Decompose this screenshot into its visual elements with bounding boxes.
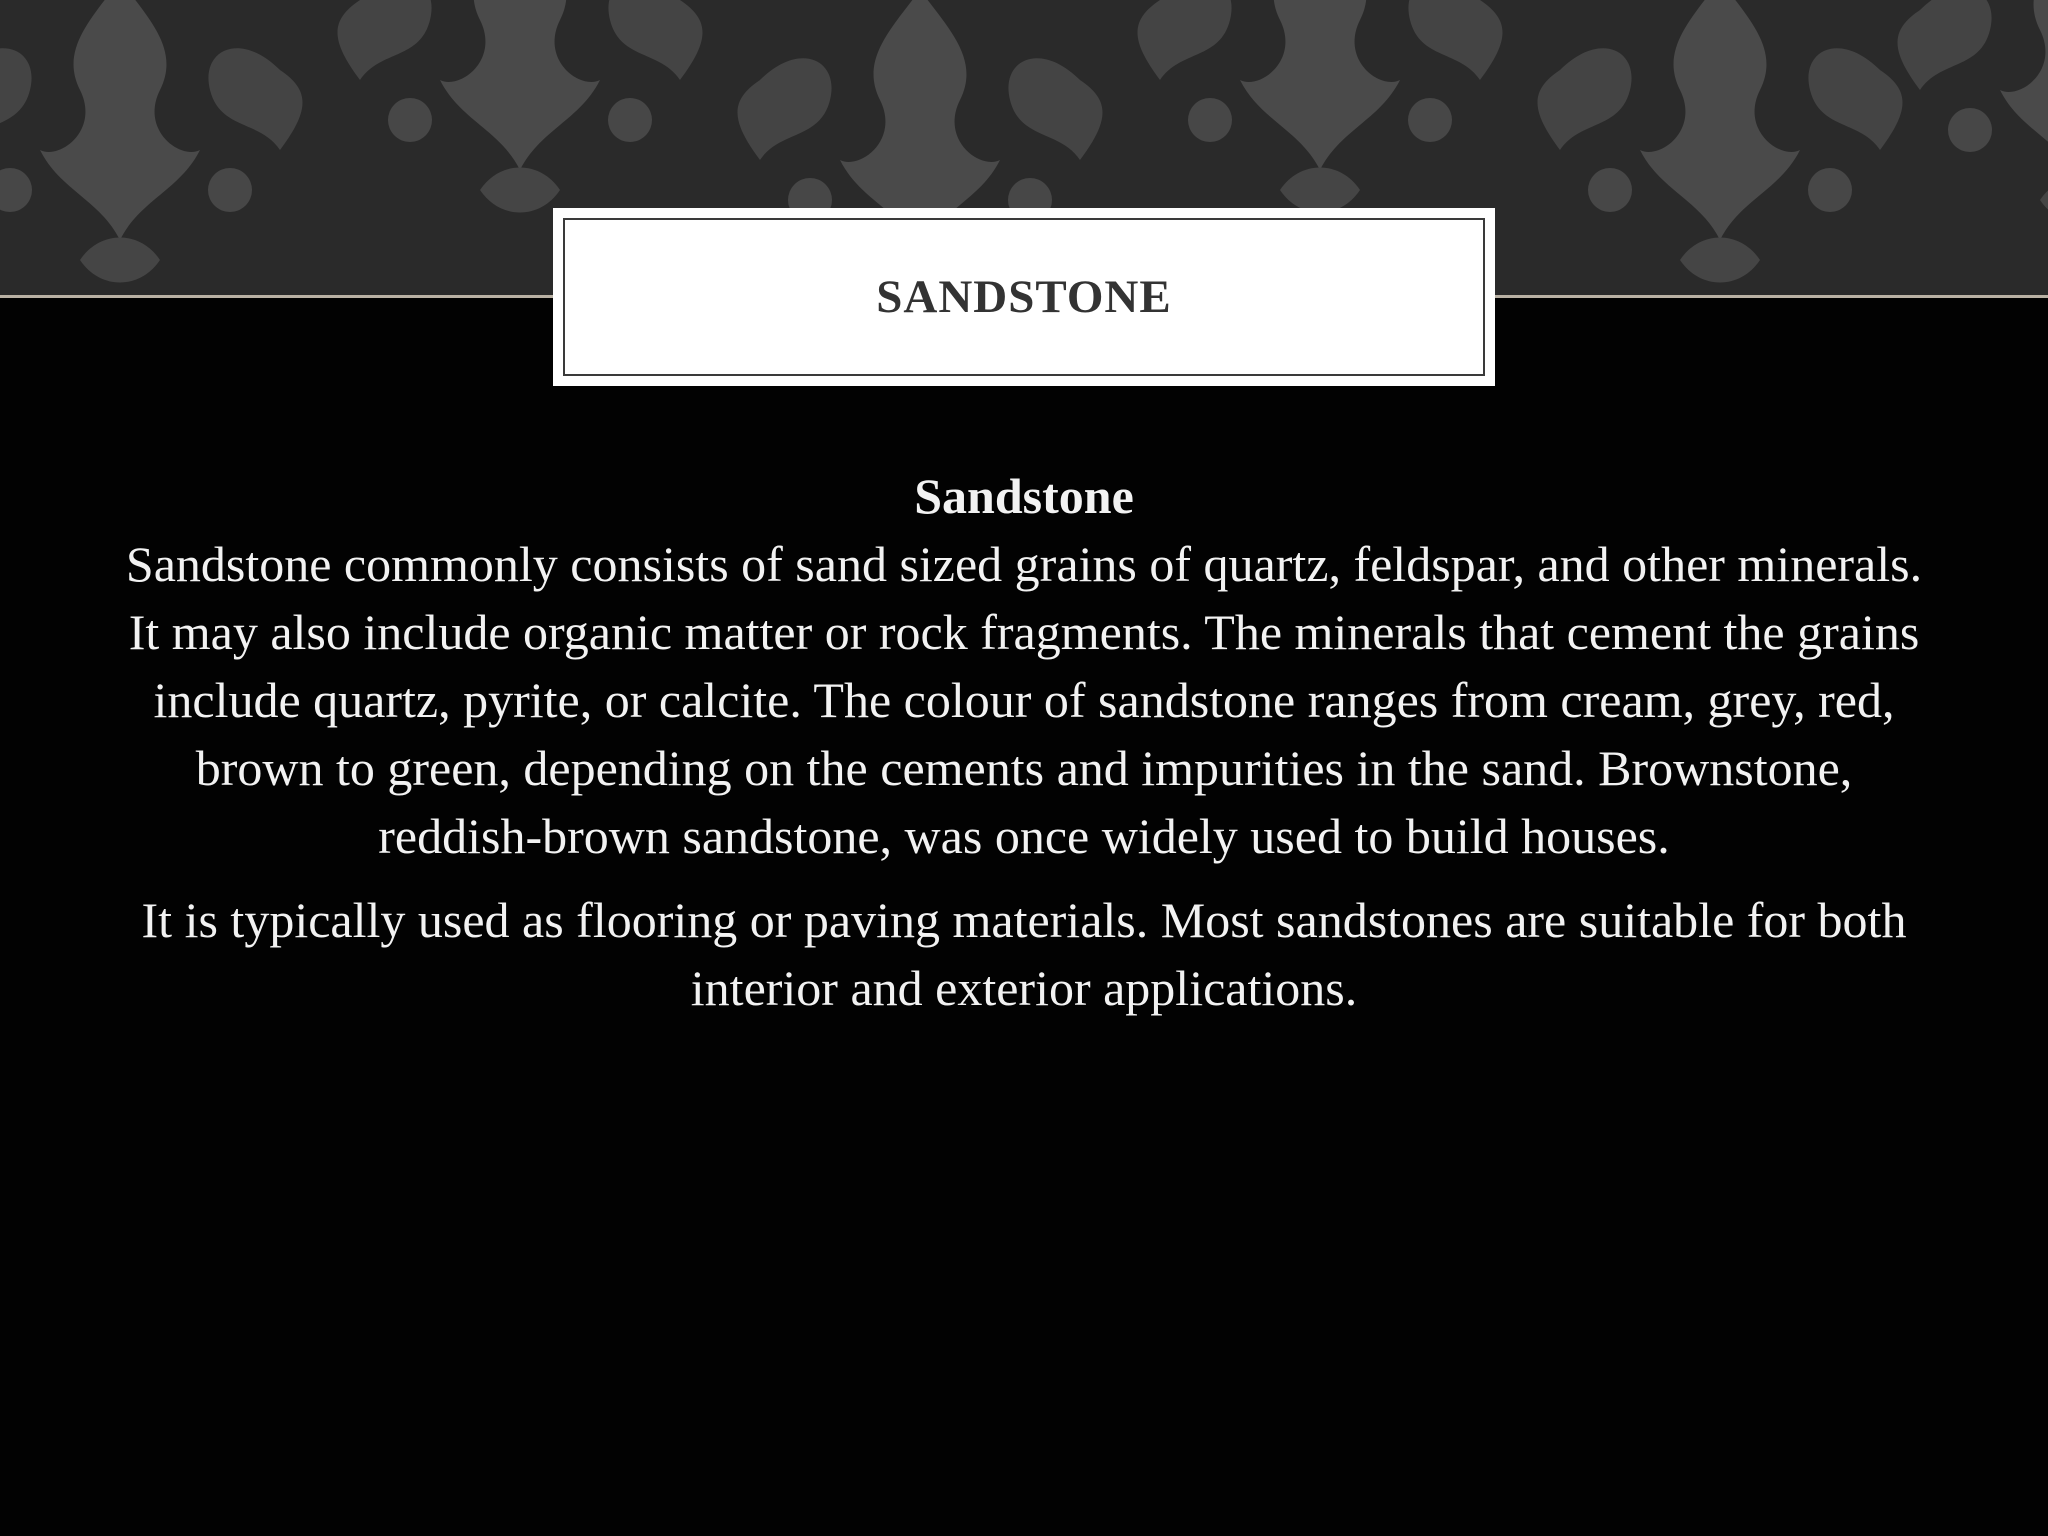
title-box [556, 211, 1492, 383]
body-paragraph-1: Sandstone commonly consists of sand sized grains of quartz, feldspar, and other minerals. It may also include organic matter or rock fragments. The minerals that cement the grains include quartz, pyrite, or calcite. The colour of sandstone ranges from cream, grey, red, brown to green, depending on the cements and impurities in the sand. Brownstone, reddish-brown sandstone, was once widely used to build houses. [125, 536, 1923, 864]
body-text [110, 462, 1938, 1022]
slide-title: SANDSTONE [876, 271, 1172, 323]
title-frame [563, 218, 1485, 376]
body-heading: Sandstone [914, 468, 1134, 524]
body-paragraph-2: It is typically used as flooring or paving materials. Most sandstones are suitable for both interior and exterior applications. [141, 892, 1907, 1016]
